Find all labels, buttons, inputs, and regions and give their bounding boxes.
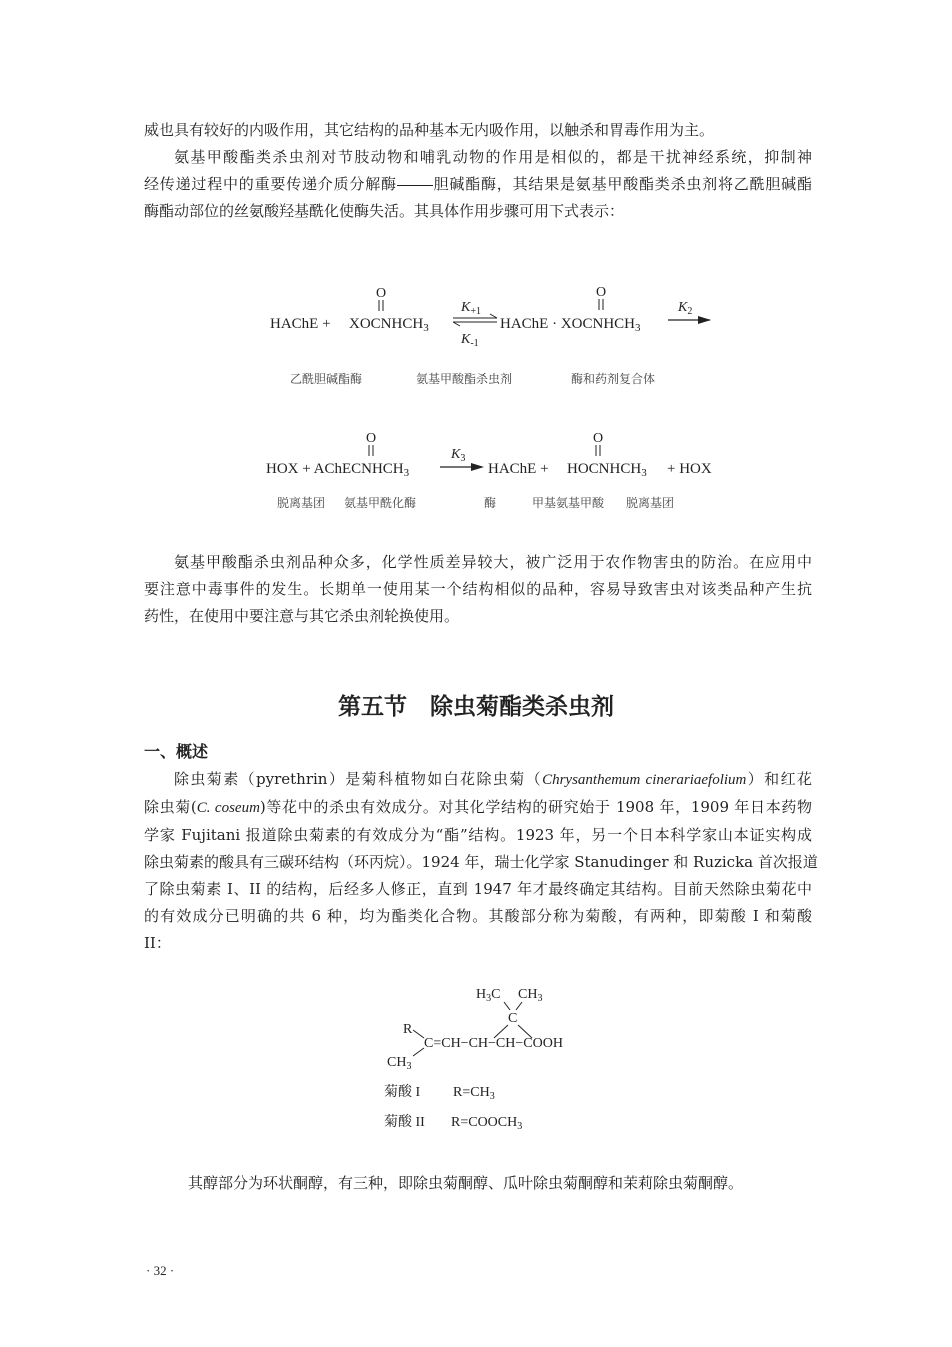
product-carbonyl-oxygen: O <box>593 431 604 446</box>
rate-constant-k-plus1: $K_{+1}$ <box>461 300 481 317</box>
carbonyl-oxygen: O <box>376 286 387 301</box>
label-carbamoylated-enzyme: 氨基甲酰化酶 <box>344 496 417 510</box>
section-title: 第五节 除虫菊酯类杀虫剂 <box>338 694 614 720</box>
acid-chain: C=CH−CH−CH−COOH <box>424 1036 563 1051</box>
label-enzyme-complex: 酶和药剂复合体 <box>571 372 656 386</box>
acid-2-r: $R=COOCH_3$ <box>451 1115 523 1132</box>
rate-constant-k2: $K_2$ <box>678 300 693 317</box>
text-line: 氨基甲酸酯类杀虫剂对节肢动物和哺乳动物的作用是相似的，都是干扰神经系统，抑制神 <box>174 148 812 166</box>
label-leaving-group: 脱离基团 <box>277 496 326 510</box>
acid-1-name: 菊酸 I <box>384 1085 421 1100</box>
species-name: C. coseum <box>196 800 260 816</box>
alcohol-paragraph <box>144 1170 812 1197</box>
text-line: 氨基甲酸酯杀虫剂品种众多，化学性质差异较大，被广泛用于农作物害虫的防治。在应用中 <box>174 553 812 571</box>
leaving-group-product: + HOX <box>667 461 712 477</box>
text-line: 经传递过程中的重要传递介质分解酶 胆碱酯酶，其结果是氨基甲酸酯类杀虫剂将乙酰胆碱酯 <box>144 175 812 193</box>
rate-constant-k-minus1: $K_{-1}$ <box>461 332 479 349</box>
hache-reactant: HAChE + <box>270 316 331 332</box>
reaction-2 <box>266 431 712 510</box>
methylcarbamic-acid: $HOCNHCH_3$ <box>567 461 647 479</box>
text-line: 要注意中毒事件的发生。长期单一使用某一个结构相似的品种，容易导致害虫对该类品种产生抗 <box>144 580 812 598</box>
label-methylcarbamic-acid: 甲基氨基甲酸 <box>532 496 605 510</box>
r-group: R <box>403 1022 413 1037</box>
ring-carbon: C <box>508 1011 518 1026</box>
text-line: 威也具有较好的内吸作用，其它结构的品种基本无内吸作用，以触杀和胃毒作用为主。 <box>144 121 715 139</box>
chrysanthemic-acid-structure <box>384 987 563 1132</box>
carbamate-reactant: $XOCNHCH_3$ <box>349 316 429 334</box>
label-acetylcholinesterase: 乙酰胆碱酯酶 <box>290 372 363 386</box>
regenerated-enzyme: HAChE + <box>488 461 549 477</box>
overview-paragraph <box>144 766 818 957</box>
carbonyl-oxygen: O <box>366 431 377 446</box>
subsection-title: 一、概述 <box>144 742 209 761</box>
text-line: 酶酯动部位的丝氨酸羟基酰化使酶失活。其具体作用步骤可用下式表示： <box>144 202 625 220</box>
text-line: 其醇部分为环状酮醇，有三种，即除虫菊酮醇、瓜叶除虫菊酮醇和茉莉除虫菊酮醇。 <box>188 1174 744 1192</box>
text-line: 的有效成分已明确的共 6 种，均为酯类化合物。其酸部分称为菊酸，有两种，即菊酸 I 和菊酸 <box>144 907 812 925</box>
species-name: Chrysanthemum cinerariaefolium <box>542 772 747 788</box>
usage-paragraph <box>144 549 812 630</box>
rate-constant-k3: $K_3$ <box>451 447 466 464</box>
h3c-group: $H_3C$ <box>476 987 501 1004</box>
ch3-bottom-group: $CH_3$ <box>387 1055 412 1072</box>
text-line: 学家 Fujitani 报道除虫菊素的有效成分为“酯”结构。1923 年，另一个日本科学家山本证实构成 <box>144 826 812 844</box>
complex-carbonyl-oxygen: O <box>596 285 607 300</box>
label-leaving-group-2: 脱离基团 <box>626 496 675 510</box>
acid-2-name: 菊酸 II <box>384 1115 425 1130</box>
text-line: 除虫菊(C. coseum)等花中的杀虫有效成分。对其化学结构的研究始于 1908 年，1909 年日本药物 <box>144 798 812 816</box>
text-line: 药性，在使用中要注意与其它杀虫剂轮换使用。 <box>144 607 460 625</box>
reaction-1 <box>270 285 711 386</box>
page-number: · 32 · <box>146 1263 175 1278</box>
label-enzyme: 酶 <box>484 496 497 510</box>
text-line: 除虫菊素的酸具有三碳环结构（环丙烷）。1924 年，瑞士化学家 Stanudinger 和 Ruzicka 首次报道 <box>144 853 818 871</box>
acid-1-r: $R=CH_3$ <box>453 1085 495 1102</box>
text-line: 了除虫菊素 I、II 的结构，后经多人修正，直到 1947 年才最终确定其结构。目前天然除虫菊花中 <box>144 880 812 898</box>
label-carbamate-insecticide: 氨基甲酸酯杀虫剂 <box>416 372 513 386</box>
reaction2-reactants: HOX + AChECNHCH$_3$ <box>266 461 410 479</box>
enzyme-drug-complex: HAChE · $XOCNHCH_3$ <box>500 316 641 334</box>
ch3-top-group: $CH_3$ <box>518 987 543 1004</box>
text-line: II： <box>144 934 171 952</box>
text-line: 除虫菊素（pyrethrin）是菊科植物如白花除虫菊（Chrysanthemum cinerariaefolium）和红花 <box>174 770 812 788</box>
